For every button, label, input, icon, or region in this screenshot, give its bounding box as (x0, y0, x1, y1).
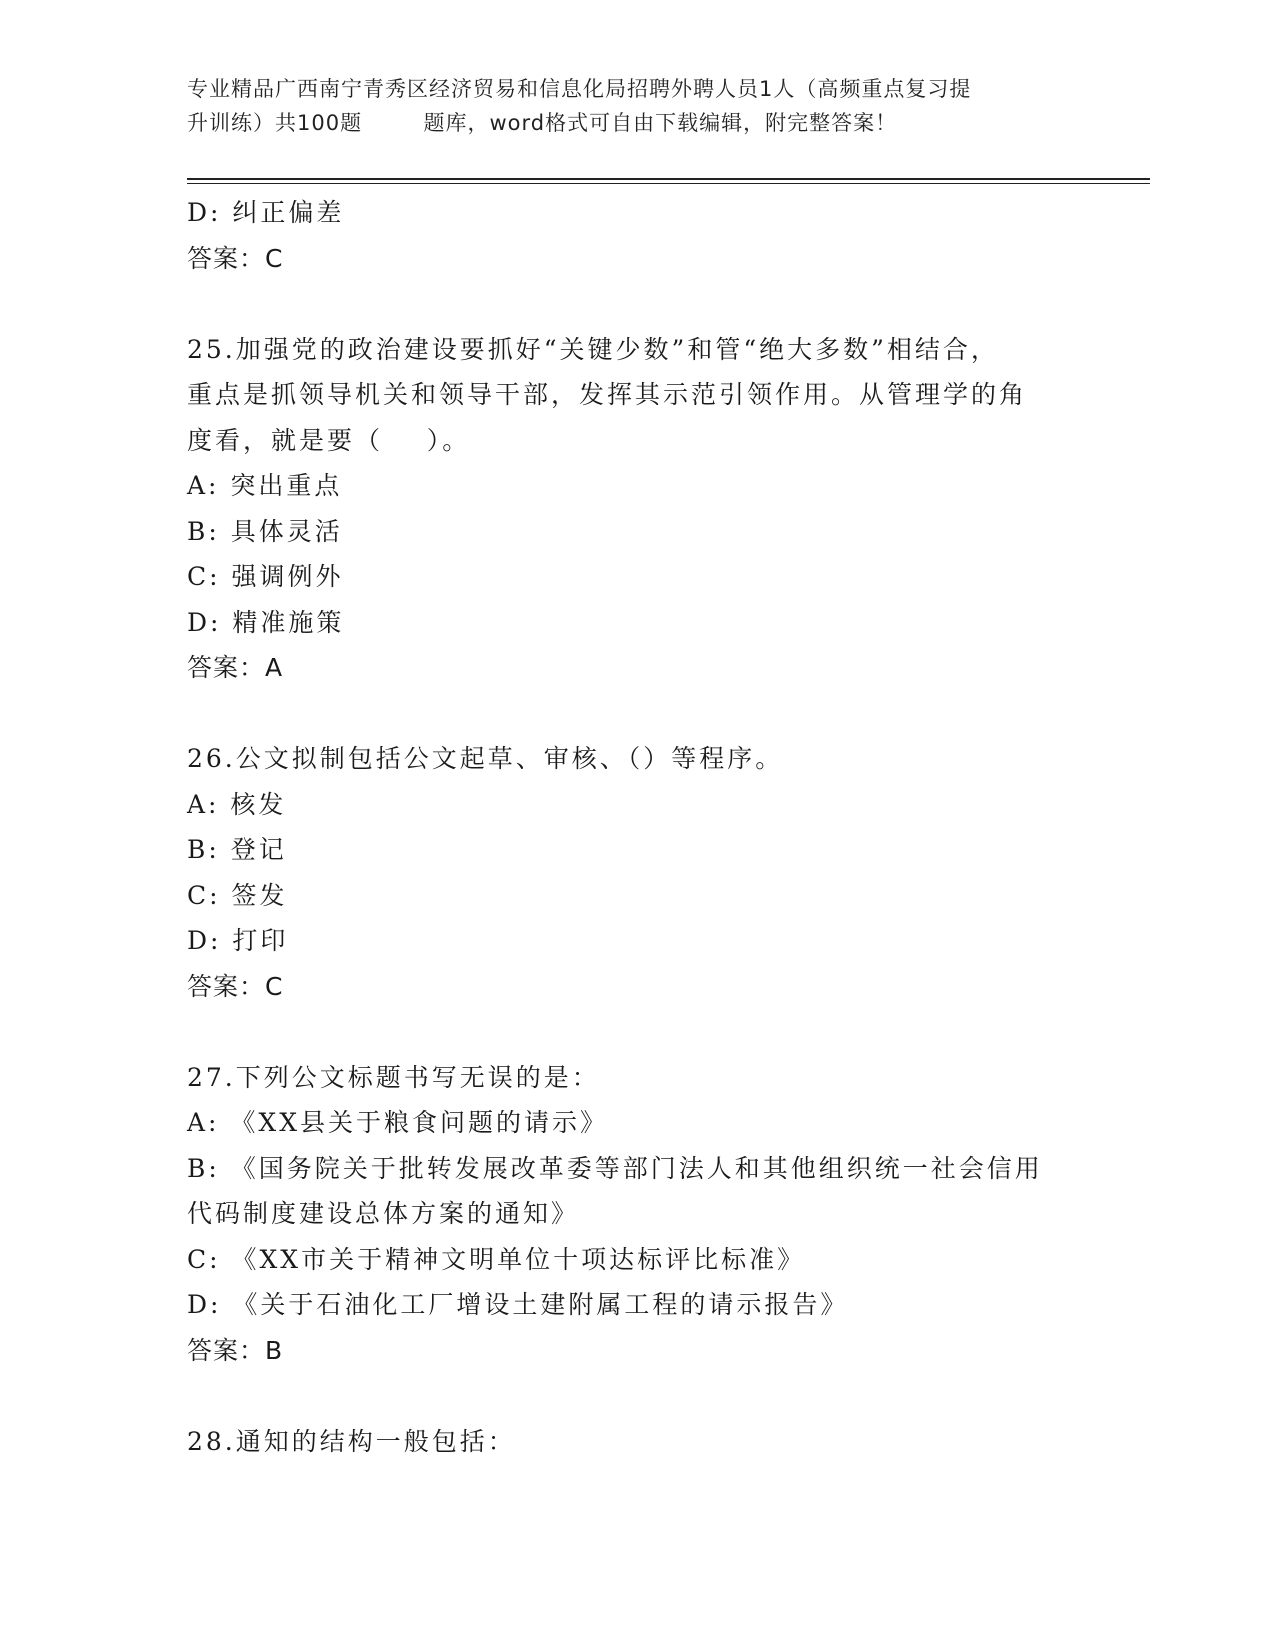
option-c: C: 签发 (187, 880, 288, 910)
spacer (187, 281, 1087, 327)
header-divider-thick (187, 178, 1150, 180)
header-line-2: 升训练）共100题 题库，word格式可自由下载编辑，附完整答案！ (187, 111, 898, 135)
answer-line: 答案：B (187, 1335, 284, 1365)
spacer (187, 1009, 1087, 1055)
option-b: B: 登记 (187, 835, 287, 864)
option-b: B: 具体灵活 (187, 516, 343, 546)
option-a: A: 《XX县关于粮食问题的请示》 (187, 1108, 609, 1137)
question-27 (187, 1055, 1087, 1374)
answer-line: 答案：C (187, 971, 284, 1001)
option-d: D: 《关于石油化工厂增设土建附属工程的请示报告》 (187, 1290, 849, 1319)
spacer (187, 691, 1087, 737)
question-28 (187, 1419, 1087, 1465)
option-d: D: 纠正偏差 (187, 198, 345, 227)
spacer (187, 1373, 1087, 1419)
option-d: D: 精准施策 (187, 607, 345, 637)
option-a: A: 核发 (187, 789, 287, 819)
question-text-line: 重点是抓领导机关和领导干部，发挥其示范引领作用。从管理学的角 (187, 380, 1028, 409)
question-text-line: 27.下列公文标题书写无误的是： (187, 1062, 600, 1092)
answer-line: 答案：A (187, 653, 284, 682)
answer-line: 答案：C (187, 243, 284, 273)
question-26 (187, 736, 1087, 1009)
question-25 (187, 327, 1087, 691)
option-c: C: 《XX市关于精神文明单位十项达标评比标准》 (187, 1244, 806, 1274)
previous-question-tail (187, 190, 1087, 281)
header-line-1: 专业精品广西南宁青秀区经济贸易和信息化局招聘外聘人员1人（高频重点复习提 (187, 77, 972, 101)
document-header (187, 72, 1087, 140)
option-a: A: 突出重点 (187, 471, 343, 500)
question-text-line: 26.公文拟制包括公文起草、审核、（）等程序。 (187, 744, 784, 773)
question-text-line: 28.通知的结构一般包括： (187, 1426, 516, 1456)
question-text-line: 度看，就是要（ ）。 (187, 425, 471, 455)
document-body (187, 190, 1087, 1464)
question-text-line: 25.加强党的政治建设要抓好“关键少数”和管“绝大多数”相结合， (187, 334, 999, 364)
option-d: D: 打印 (187, 926, 289, 955)
option-b: B: 《国务院关于批转发展改革委等部门法人和其他组织统一社会信用 (187, 1153, 1043, 1183)
option-b-continued: 代码制度建设总体方案的通知》 (187, 1199, 580, 1228)
option-c: C: 强调例外 (187, 562, 344, 591)
header-divider-thin (187, 183, 1150, 184)
